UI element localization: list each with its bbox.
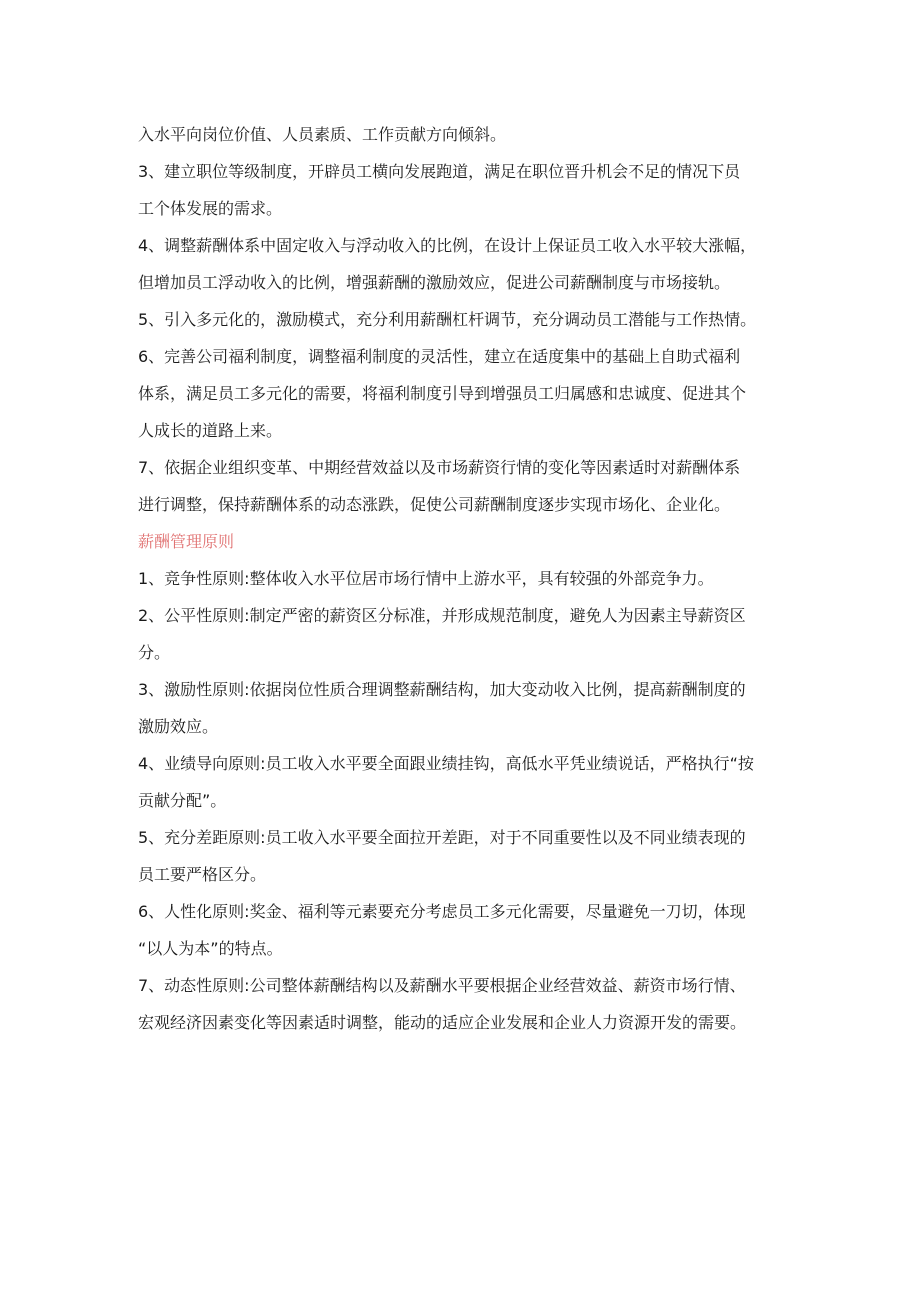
- measure-6-paragraph: [138, 338, 798, 449]
- paragraph-line: 宏观经济因素变化等因素适时调整，能动的适应企业发展和企业人力资源开发的需要。: [138, 1013, 747, 1032]
- paragraph-line: 入水平向岗位价值、人员素质、工作贡献方向倾斜。: [138, 125, 507, 144]
- intro-tail-paragraph: [138, 116, 798, 153]
- paragraph-line: 人成长的道路上来。: [138, 421, 283, 440]
- paragraph-line: 进行调整，保持薪酬体系的动态涨跌，促使公司薪酬制度逐步实现市场化、企业化。: [138, 495, 731, 514]
- section-heading: 薪酬管理原则: [138, 532, 235, 551]
- paragraph-line: 但增加员工浮动收入的比例，增强薪酬的激励效应，促进公司薪酬制度与市场接轨。: [138, 273, 731, 292]
- paragraph-line: 5、引入多元化的，激励模式，充分利用薪酬杠杆调节，充分调动员工潜能与工作热情。: [138, 310, 757, 329]
- paragraph-line: 员工要严格区分。: [138, 865, 267, 884]
- paragraph-line: 2、公平性原则:制定严密的薪资区分标准，并形成规范制度，避免人为因素主导薪资区: [138, 606, 746, 625]
- paragraph-line: 6、人性化原则:奖金、福利等元素要充分考虑员工多元化需要，尽量避免一刀切，体现: [138, 902, 746, 921]
- paragraph-line: 3、激励性原则:依据岗位性质合理调整薪酬结构，加大变动收入比例，提高薪酬制度的: [138, 680, 746, 699]
- measure-3-paragraph: [138, 153, 798, 227]
- paragraph-line: 1、竞争性原则:整体收入水平位居市场行情中上游水平，具有较强的外部竞争力。: [138, 569, 714, 588]
- principle-5-paragraph: [138, 819, 798, 893]
- measure-7-paragraph: [138, 449, 798, 523]
- measure-4-paragraph: [138, 227, 798, 301]
- paragraph-line: 3、建立职位等级制度，开辟员工横向发展跑道，满足在职位晋升机会不足的情况下员: [138, 162, 741, 181]
- paragraph-line: 体系，满足员工多元化的需要，将福利制度引导到增强员工归属感和忠诚度、促进其个: [138, 384, 747, 403]
- principle-7-paragraph: [138, 967, 798, 1041]
- paragraph-line: 5、充分差距原则:员工收入水平要全面拉开差距，对于不同重要性以及不同业绩表现的: [138, 828, 746, 847]
- paragraph-line: 激励效应。: [138, 717, 219, 736]
- principle-2-paragraph: [138, 597, 798, 671]
- paragraph-line: 4、业绩导向原则:员工收入水平要全面跟业绩挂钩，高低水平凭业绩说话，严格执行“按: [138, 754, 754, 773]
- paragraph-line: 贡献分配”。: [138, 791, 227, 810]
- paragraph-line: 7、依据企业组织变革、中期经营效益以及市场薪资行情的变化等因素适时对薪酬体系: [138, 458, 741, 477]
- principle-3-paragraph: [138, 671, 798, 745]
- principle-1-paragraph: [138, 560, 798, 597]
- paragraph-line: 分。: [138, 643, 171, 662]
- paragraph-line: 6、完善公司福利制度，调整福利制度的灵活性，建立在适度集中的基础上自助式福利: [138, 347, 741, 366]
- paragraph-line: 工个体发展的需求。: [138, 199, 283, 218]
- paragraph-line: “以人为本”的特点。: [138, 939, 283, 958]
- principle-4-paragraph: [138, 745, 798, 819]
- principle-6-paragraph: [138, 893, 798, 967]
- document-body: [138, 116, 798, 1041]
- measure-5-paragraph: [138, 301, 798, 338]
- paragraph-line: 7、动态性原则:公司整体薪酬结构以及薪酬水平要根据企业经营效益、薪资市场行情、: [138, 976, 746, 995]
- paragraph-line: 4、调整薪酬体系中固定收入与浮动收入的比例，在设计上保证员工收入水平较大涨幅，: [138, 236, 757, 255]
